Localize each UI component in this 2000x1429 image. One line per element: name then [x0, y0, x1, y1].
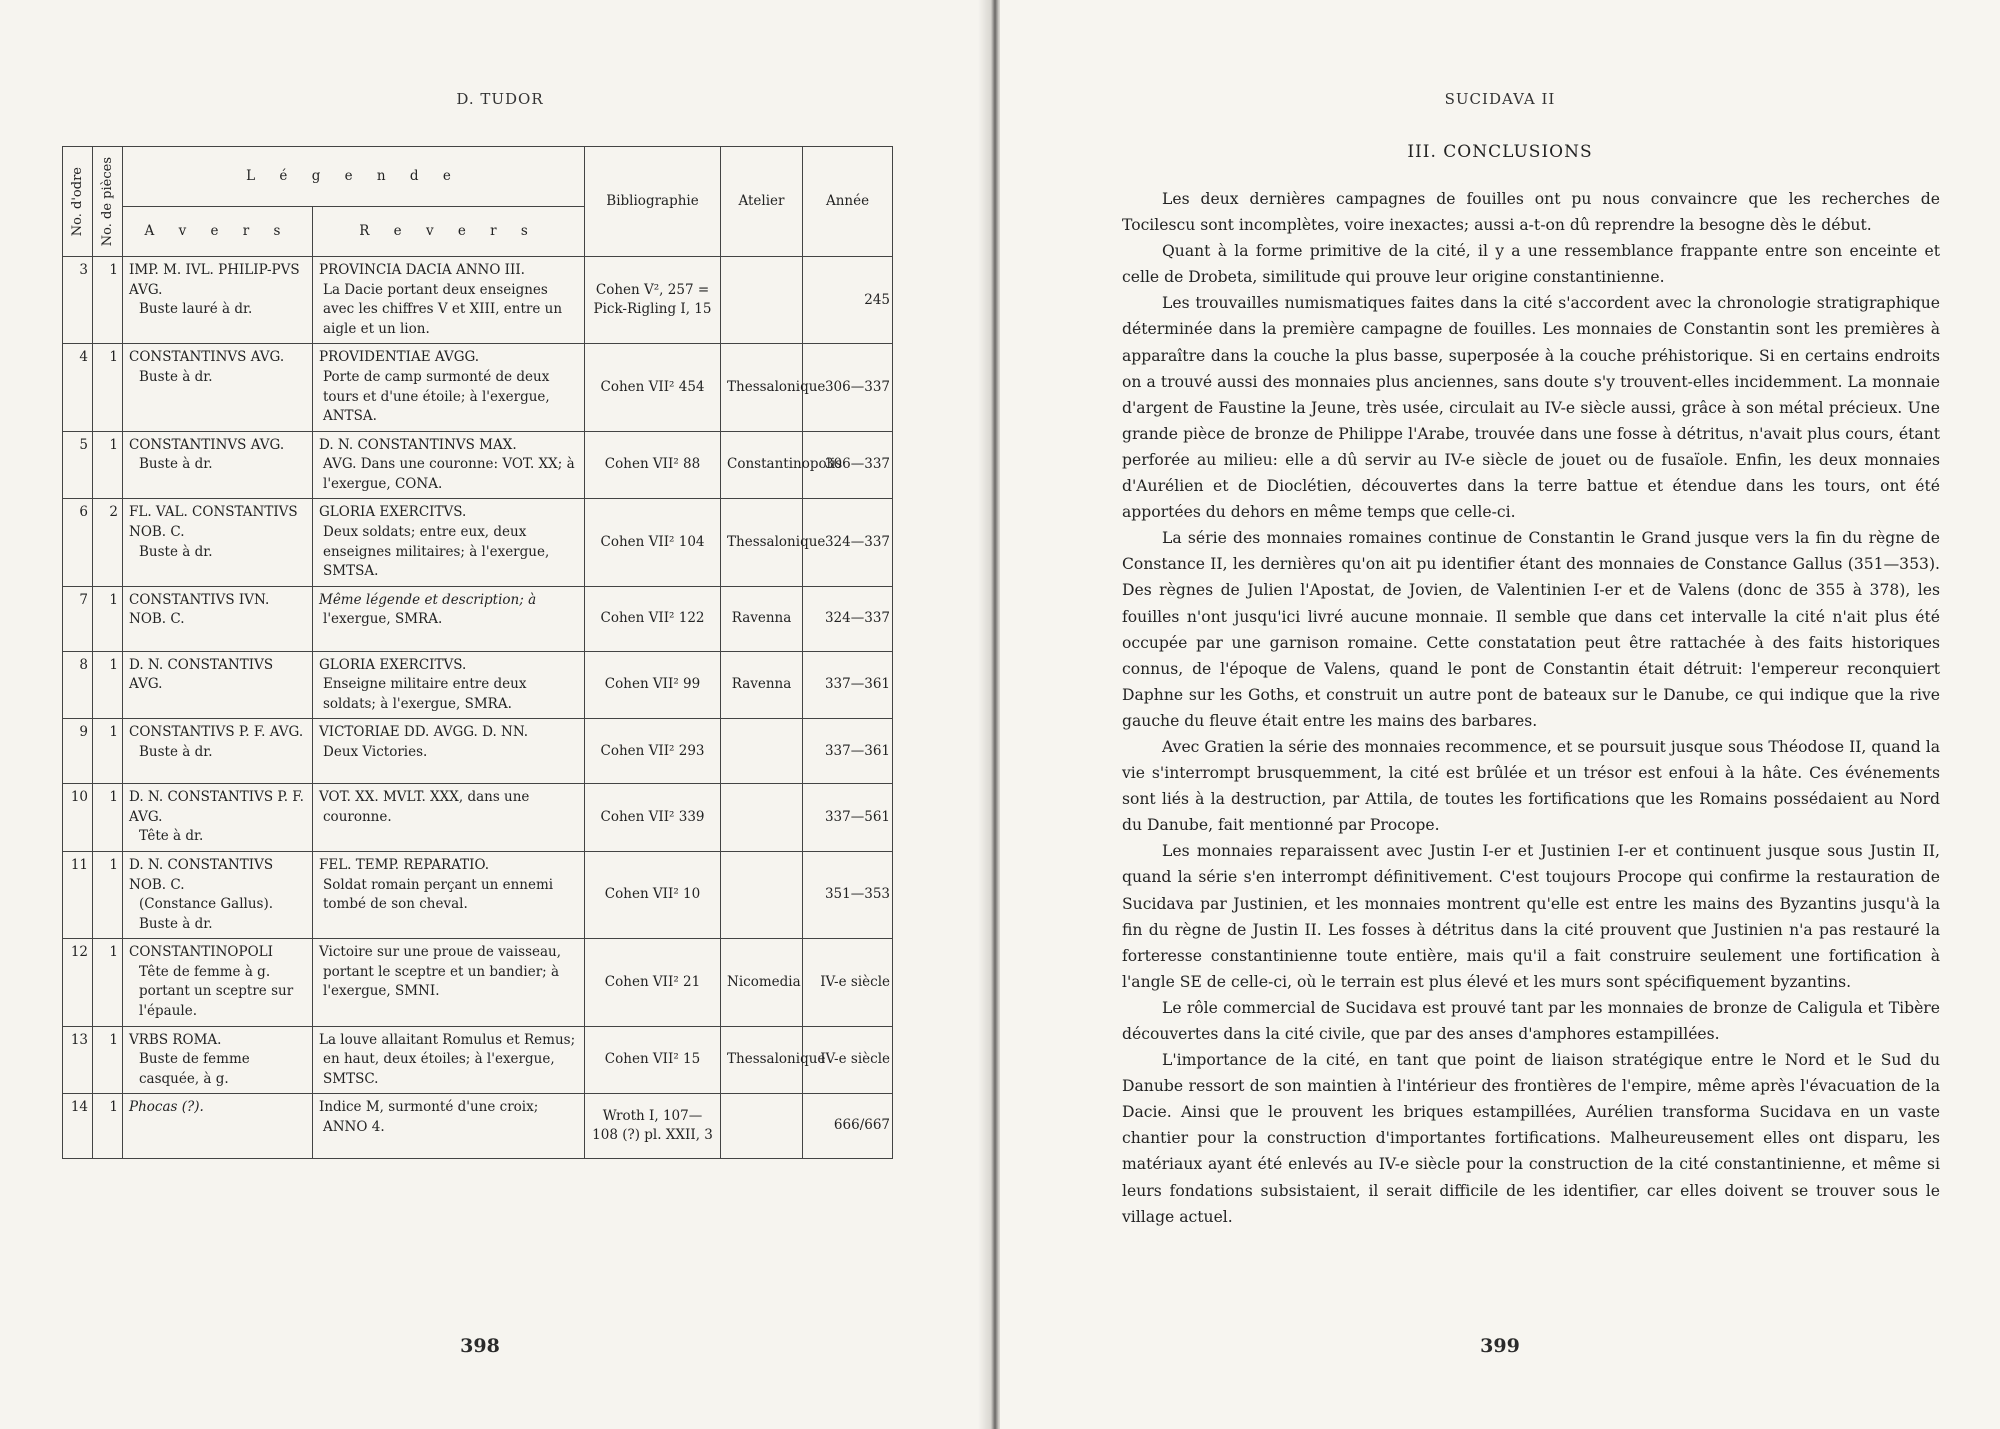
avers-legend: CONSTANTINOPOLI: [129, 944, 273, 961]
atelier-cell: [721, 431, 843, 499]
header-no-pieces: No. de pièces: [93, 147, 123, 257]
header-revers: R e v e r s: [313, 207, 585, 257]
row-number: [63, 719, 93, 784]
row-number: [63, 852, 93, 939]
atelier-cell: [721, 499, 826, 586]
year-text: 324—337: [824, 609, 891, 626]
avers-description: Tête à dr.: [139, 828, 204, 845]
revers-cell: [313, 431, 585, 499]
page-number-right: 399: [1480, 1335, 1520, 1357]
bibliography-text: Cohen VII² 339: [600, 808, 705, 825]
bibliography-text: Cohen VII² 293: [600, 742, 705, 759]
atelier-cell: [721, 257, 803, 344]
revers-legend: D. N. CONSTANTINVS MAX.: [319, 436, 517, 453]
row-number: [63, 257, 93, 344]
row-pieces-text: 1: [109, 789, 118, 806]
table-row: [63, 257, 893, 344]
page-number-left: 398: [460, 1335, 500, 1357]
row-number-text: 12: [70, 944, 88, 961]
row-pieces: [93, 344, 123, 431]
avers-cell: [123, 431, 313, 499]
row-pieces-text: 2: [109, 504, 118, 521]
atelier-cell: [721, 719, 803, 784]
bibliography-cell: [585, 939, 721, 1026]
row-pieces: [93, 499, 123, 586]
atelier-cell: [721, 586, 803, 651]
year-text: 337—361: [824, 742, 891, 759]
bibliography-text: Cohen VII² 99: [604, 676, 701, 693]
row-pieces-text: 1: [109, 262, 118, 279]
avers-cell: [123, 784, 313, 852]
row-number-text: 14: [70, 1099, 88, 1116]
table-row: [63, 1026, 893, 1094]
bibliography-text: Wroth I, 107—108 (?) pl. XXII, 3: [592, 1107, 713, 1144]
bibliography-cell: [585, 852, 721, 939]
year-cell: [803, 784, 893, 852]
revers-cell: [313, 344, 585, 431]
revers-legend: GLORIA EXERCITVS.: [319, 656, 467, 673]
row-number-text: 9: [79, 724, 88, 741]
header-bibliographie: Bibliographie: [585, 147, 721, 257]
revers-cell: [313, 784, 585, 852]
year-cell: [803, 939, 893, 1026]
table-row: [63, 852, 893, 939]
revers-cell: [313, 719, 585, 784]
revers-cell: [313, 257, 585, 344]
table-row: [63, 344, 893, 431]
row-number-text: 13: [70, 1031, 88, 1048]
revers-cell: [313, 651, 585, 719]
revers-description: couronne.: [323, 808, 392, 825]
avers-description: Tête de femme à g. portant un sceptre sur l'épaule.: [139, 963, 294, 1019]
revers-legend: FEL. TEMP. REPARATIO.: [319, 857, 490, 874]
table-row: [63, 719, 893, 784]
table-row: [63, 586, 893, 651]
bibliography-cell: [585, 586, 721, 651]
row-number: [63, 1026, 93, 1094]
row-number: [63, 651, 93, 719]
row-pieces-text: 1: [109, 857, 118, 874]
paragraph: La série des monnaies romaines continue de Constantin le Grand jusque vers la fin du règne de Constance II, les dernières qu'on ait pu identifier étant des monnaies de Constance Gallus (351—353). Des règnes de Julien l'Apostat, de Jovien, de Valentinien I-er et de Valens (donc de 355 à 378), les fouilles n'ont jusqu'ici livré aucune monnaie. Il semble que dans cet intervalle la cité n'ait plus été occupée par une garnison romaine. Cette constatation peut être rattachée à des faits historiques connus, de l'époque de Valens, quand le pont de Constantin était détruit: l'empereur reconquiert Daphne sur les Goths, et construit un autre pont de bateaux sur le Danube, ce qui indique que la rive gauche du fleuve était entre les mains des barbares.: [1122, 529, 1940, 730]
row-number: [63, 939, 93, 1026]
revers-legend: Indice M, surmonté d'une croix;: [319, 1099, 539, 1116]
bibliography-cell: [585, 1026, 721, 1094]
avers-cell: [123, 1094, 313, 1159]
avers-description: Buste lauré à dr.: [139, 301, 253, 318]
atelier-text: Thessalonique: [727, 1051, 826, 1068]
row-number: [63, 784, 93, 852]
table-row: [63, 784, 893, 852]
bibliography-cell: [585, 1094, 721, 1159]
avers-legend: CONSTANTINVS AVG.: [129, 349, 285, 366]
paragraph: Le rôle commercial de Sucidava est prouvé tant par les monnaies de bronze de Caligula et Tibère découvertes dans la cité civile, que par des anses d'amphores estampillées.: [1122, 998, 1940, 1043]
row-number: [63, 499, 93, 586]
bibliography-cell: [585, 344, 721, 431]
revers-legend: PROVIDENTIAE AVGG.: [319, 349, 480, 366]
paragraph: Avec Gratien la série des monnaies recommence, et se poursuit jusque sous Théodose II, quand la vie s'interrompt brusquemment, la cité est brûlée et un trésor est enfoui à la hâte. Ces événements sont liés à la destruction, par Attila, de toutes les fortifications que les Romains possédaient au Nord du Danube, fait mentionné par Procope.: [1122, 737, 1940, 835]
bibliography-text: Cohen VII² 10: [604, 886, 701, 903]
paragraph: L'importance de la cité, en tant que point de liaison stratégique entre le Nord et le Sud du Danube ressort de son maintien à l'intérieur des frontières de l'empire, même après l'évacuation de la Dacie. Ainsi que le prouvent les briques estampillées, Aurélien transforma Sucidava en un vaste chantier pour la construction d'importantes fortifications. Malheureusement elles ont disparu, les matériaux ayant été enlevés au IV-e siècle pour la construction de la cité constantinienne, et même si leurs fondations subsistaient, il serait difficile de les identifier, car elles doivent se trouver sous le village actuel.: [1122, 1051, 1940, 1226]
row-pieces-text: 1: [109, 1099, 118, 1116]
row-pieces-text: 1: [109, 944, 118, 961]
atelier-cell: [721, 651, 803, 719]
year-cell: [803, 719, 893, 784]
section-title: III. CONCLUSIONS: [1407, 142, 1593, 162]
bibliography-cell: [585, 257, 721, 344]
avers-cell: [123, 1026, 313, 1094]
avers-description: Buste à dr.: [139, 543, 213, 560]
avers-legend: D. N. CONSTANTIVS NOB. C.: [129, 857, 274, 893]
revers-description: Porte de camp surmonté de deux tours et d'une étoile; à l'exergue, ANTSA.: [323, 369, 550, 425]
revers-description: l'exergue, SMRA.: [323, 611, 443, 628]
avers-description: Buste à dr.: [139, 369, 213, 386]
revers-description: Deux Victories.: [323, 743, 428, 760]
revers-description: Soldat romain perçant un ennemi tombé de son cheval.: [323, 876, 554, 913]
bibliography-cell: [585, 784, 721, 852]
row-number-text: 3: [79, 262, 88, 279]
running-head-right: SUCIDAVA II: [1444, 90, 1556, 108]
header-annee: Année: [803, 147, 893, 257]
atelier-cell: [721, 1026, 826, 1094]
year-text: 351—353: [824, 886, 891, 903]
year-text: 666/667: [833, 1117, 891, 1134]
bibliography-text: Cohen VII² 454: [600, 378, 705, 395]
year-text: IV-e siècle: [820, 1051, 891, 1068]
paragraph: Les monnaies reparaissent avec Justin I-er et Justinien I-er et continuent jusque sous Justin II, quand la série s'en interrompt définitivement. C'est toujours Procope qui confirme la restauration de Sucidava par Justinien, et les monnaies montrent qu'elle est entre les mains des Byzantins jusqu'à la fin du règne de Justin II. Les fosses à détritus dans la cité prouvent que Justinien n'a pas restauré la forteresse constantinienne toute entière, mais qu'il a fait construire seulement une fortification à l'angle SE de celle-ci, où le terrain est plus élevé et les murs sont spécifiquement byzantins.: [1122, 842, 1940, 991]
header-no-order: No. d'odre: [63, 147, 93, 257]
revers-description: portant le sceptre et un bandier; à l'exergue, SMNI.: [323, 963, 560, 1000]
year-text: 324—337: [824, 533, 891, 550]
revers-cell: [313, 499, 585, 586]
avers-description: (Constance Gallus). Buste à dr.: [139, 896, 274, 932]
row-pieces: [93, 651, 123, 719]
atelier-text: Constantinopolis: [727, 456, 843, 473]
row-pieces-text: 1: [109, 1031, 118, 1048]
row-pieces: [93, 1094, 123, 1159]
avers-legend: CONSTANTIVS P. F. AVG.: [129, 724, 304, 741]
revers-legend: PROVINCIA DACIA ANNO III.: [319, 262, 525, 279]
avers-description: Buste à dr.: [139, 743, 213, 760]
row-pieces: [93, 939, 123, 1026]
header-avers: A v e r s: [123, 207, 313, 257]
table-row: [63, 499, 893, 586]
row-number: [63, 586, 93, 651]
avers-cell: [123, 651, 313, 719]
atelier-cell: [721, 784, 803, 852]
year-cell: [803, 1094, 893, 1159]
avers-legend: D. N. CONSTANTIVS AVG.: [129, 656, 274, 693]
bibliography-cell: [585, 431, 721, 499]
revers-description: en haut, deux étoiles; à l'exergue, SMTSC.: [323, 1051, 555, 1087]
revers-description: Deux soldats; entre eux, deux enseignes militaires; à l'exergue, SMTSA.: [323, 523, 550, 580]
year-text: 337—361: [824, 676, 891, 693]
bibliography-text: Cohen VII² 104: [600, 533, 705, 550]
row-pieces: [93, 1026, 123, 1094]
row-number-text: 6: [79, 504, 88, 521]
revers-cell: [313, 586, 585, 651]
row-pieces: [93, 784, 123, 852]
paragraph: Les trouvailles numismatiques faites dans la cité s'accordent avec la chronologie stratigraphique déterminée dans la première campagne de fouilles. Les monnaies de Constantin sont les premières à apparaître dans la couche la plus basse, superposée à la couche préhistorique. Si en certains endroits on a trouvé aussi des monnaies plus anciennes, sans doute s'y trouvent-elles incidemment. La monnaie d'argent de Faustine la Jeune, très usée, circulait au IV-e siècle aussi, grâce à son métal précieux. Une grande pièce de bronze de Philippe l'Arabe, trouvée dans une fosse à détritus, n'avait plus cours, étant perforée au milieu: elle a dû servir au IV-e siècle de jouet ou de fusaïole. Enfin, les deux monnaies d'Aurélien et de Dioclétien, découvertes dans la terre battue et étendue dans les tours, ont été apportées du dehors en même temps que celle-ci.: [1122, 294, 1940, 522]
bibliography-text: Cohen VII² 21: [604, 973, 701, 990]
atelier-text: Thessalonique: [727, 533, 826, 550]
avers-cell: [123, 586, 313, 651]
atelier-text: Ravenna: [731, 609, 792, 626]
revers-description: La Dacie portant deux enseignes avec les chiffres V et XIII, entre un aigle et un lion.: [323, 281, 563, 337]
row-pieces-text: 1: [109, 724, 118, 741]
avers-description: Buste à dr.: [139, 456, 213, 473]
atelier-text: Thessalonique: [727, 378, 826, 395]
bibliography-cell: [585, 651, 721, 719]
paragraph: Les deux dernières campagnes de fouilles ont pu nous convaincre que les recherches de Tocilescu sont incomplètes, voire inexactes; aussi a-t-on dû reprendre la besogne dès le début.: [1122, 190, 1940, 235]
atelier-text: Nicomedia: [727, 973, 801, 990]
row-pieces-text: 1: [109, 349, 118, 366]
revers-cell: [313, 1026, 585, 1094]
row-number-text: 7: [79, 591, 88, 608]
avers-legend: CONSTANTINVS AVG.: [129, 436, 285, 453]
row-number: [63, 1094, 93, 1159]
right-page: [1000, 0, 2000, 1429]
paragraph: Quant à la forme primitive de la cité, il y a une ressemblance frappante entre son enceinte et celle de Drobeta, similitude qui prouve leur origine constantinienne.: [1122, 242, 1940, 287]
bibliography-cell: [585, 719, 721, 784]
revers-legend: La louve allaitant Romulus et Remus;: [319, 1031, 576, 1048]
revers-legend: GLORIA EXERCITVS.: [319, 504, 467, 521]
header-legende: L é g e n d e: [123, 147, 585, 207]
avers-description: Buste de femme casquée, à g.: [139, 1051, 250, 1087]
year-text: 306—337: [824, 378, 891, 395]
bibliography-text: Cohen VII² 88: [604, 456, 701, 473]
avers-legend: Phocas (?).: [129, 1099, 204, 1116]
avers-cell: [123, 852, 313, 939]
revers-legend: VICTORIAE DD. AVGG. D. NN.: [319, 724, 529, 741]
year-text: IV-e siècle: [820, 973, 891, 990]
row-number-text: 8: [79, 656, 88, 673]
row-number-text: 5: [79, 436, 88, 453]
row-pieces: [93, 431, 123, 499]
running-head-left: D. TUDOR: [456, 90, 544, 108]
atelier-cell: [721, 852, 803, 939]
revers-legend: VOT. XX. MVLT. XXX, dans une: [319, 789, 530, 806]
avers-legend: CONSTANTIVS IVN. NOB. C.: [129, 591, 270, 628]
table-row: [63, 651, 893, 719]
avers-cell: [123, 344, 313, 431]
revers-description: Enseigne militaire entre deux soldats; à l'exergue, SMRA.: [323, 676, 527, 712]
avers-legend: D. N. CONSTANTIVS P. F. AVG.: [129, 789, 304, 825]
avers-cell: [123, 939, 313, 1026]
row-pieces-text: 1: [109, 436, 118, 453]
row-number-text: 10: [70, 789, 88, 806]
revers-description: AVG. Dans une couronne: VOT. XX; à l'exergue, CONA.: [323, 456, 575, 492]
conclusions-text: [1122, 186, 1940, 1230]
year-cell: [803, 586, 893, 651]
bibliography-text: Cohen VII² 122: [600, 609, 705, 626]
revers-cell: [313, 852, 585, 939]
table-row: [63, 431, 893, 499]
year-cell: [803, 651, 893, 719]
avers-cell: [123, 257, 313, 344]
year-text: 337—561: [824, 808, 891, 825]
revers-legend: Même légende et description; à: [319, 591, 537, 608]
row-pieces-text: 1: [109, 656, 118, 673]
table-body: [63, 257, 893, 1159]
avers-legend: FL. VAL. CONSTANTIVS NOB. C.: [129, 504, 298, 540]
row-number-text: 11: [70, 857, 88, 874]
bibliography-cell: [585, 499, 721, 586]
avers-legend: IMP. M. IVL. PHILIP-PVS AVG.: [129, 262, 300, 298]
row-pieces: [93, 719, 123, 784]
revers-cell: [313, 939, 585, 1026]
revers-description: ANNO 4.: [323, 1118, 385, 1135]
avers-cell: [123, 499, 313, 586]
row-number-text: 4: [79, 349, 88, 366]
atelier-cell: [721, 939, 803, 1026]
year-cell: [803, 852, 893, 939]
row-number: [63, 344, 93, 431]
header-atelier: Atelier: [721, 147, 803, 257]
row-number: [63, 431, 93, 499]
table-row: [63, 939, 893, 1026]
avers-cell: [123, 719, 313, 784]
avers-legend: VRBS ROMA.: [129, 1031, 222, 1048]
atelier-text: Ravenna: [731, 676, 792, 693]
revers-legend: Victoire sur une proue de vaisseau,: [319, 944, 562, 961]
year-cell: [803, 257, 893, 344]
bibliography-text: Cohen V², 257 = Pick-Rigling I, 15: [593, 281, 712, 318]
row-pieces: [93, 586, 123, 651]
revers-cell: [313, 1094, 585, 1159]
atelier-cell: [721, 1094, 803, 1159]
bibliography-text: Cohen VII² 15: [604, 1051, 701, 1068]
year-text: 245: [864, 291, 891, 308]
table-row: [63, 1094, 893, 1159]
coin-catalogue-table: [62, 146, 893, 1159]
row-pieces: [93, 257, 123, 344]
row-pieces: [93, 852, 123, 939]
atelier-cell: [721, 344, 826, 431]
row-pieces-text: 1: [109, 591, 118, 608]
year-text: 306—337: [824, 456, 891, 473]
